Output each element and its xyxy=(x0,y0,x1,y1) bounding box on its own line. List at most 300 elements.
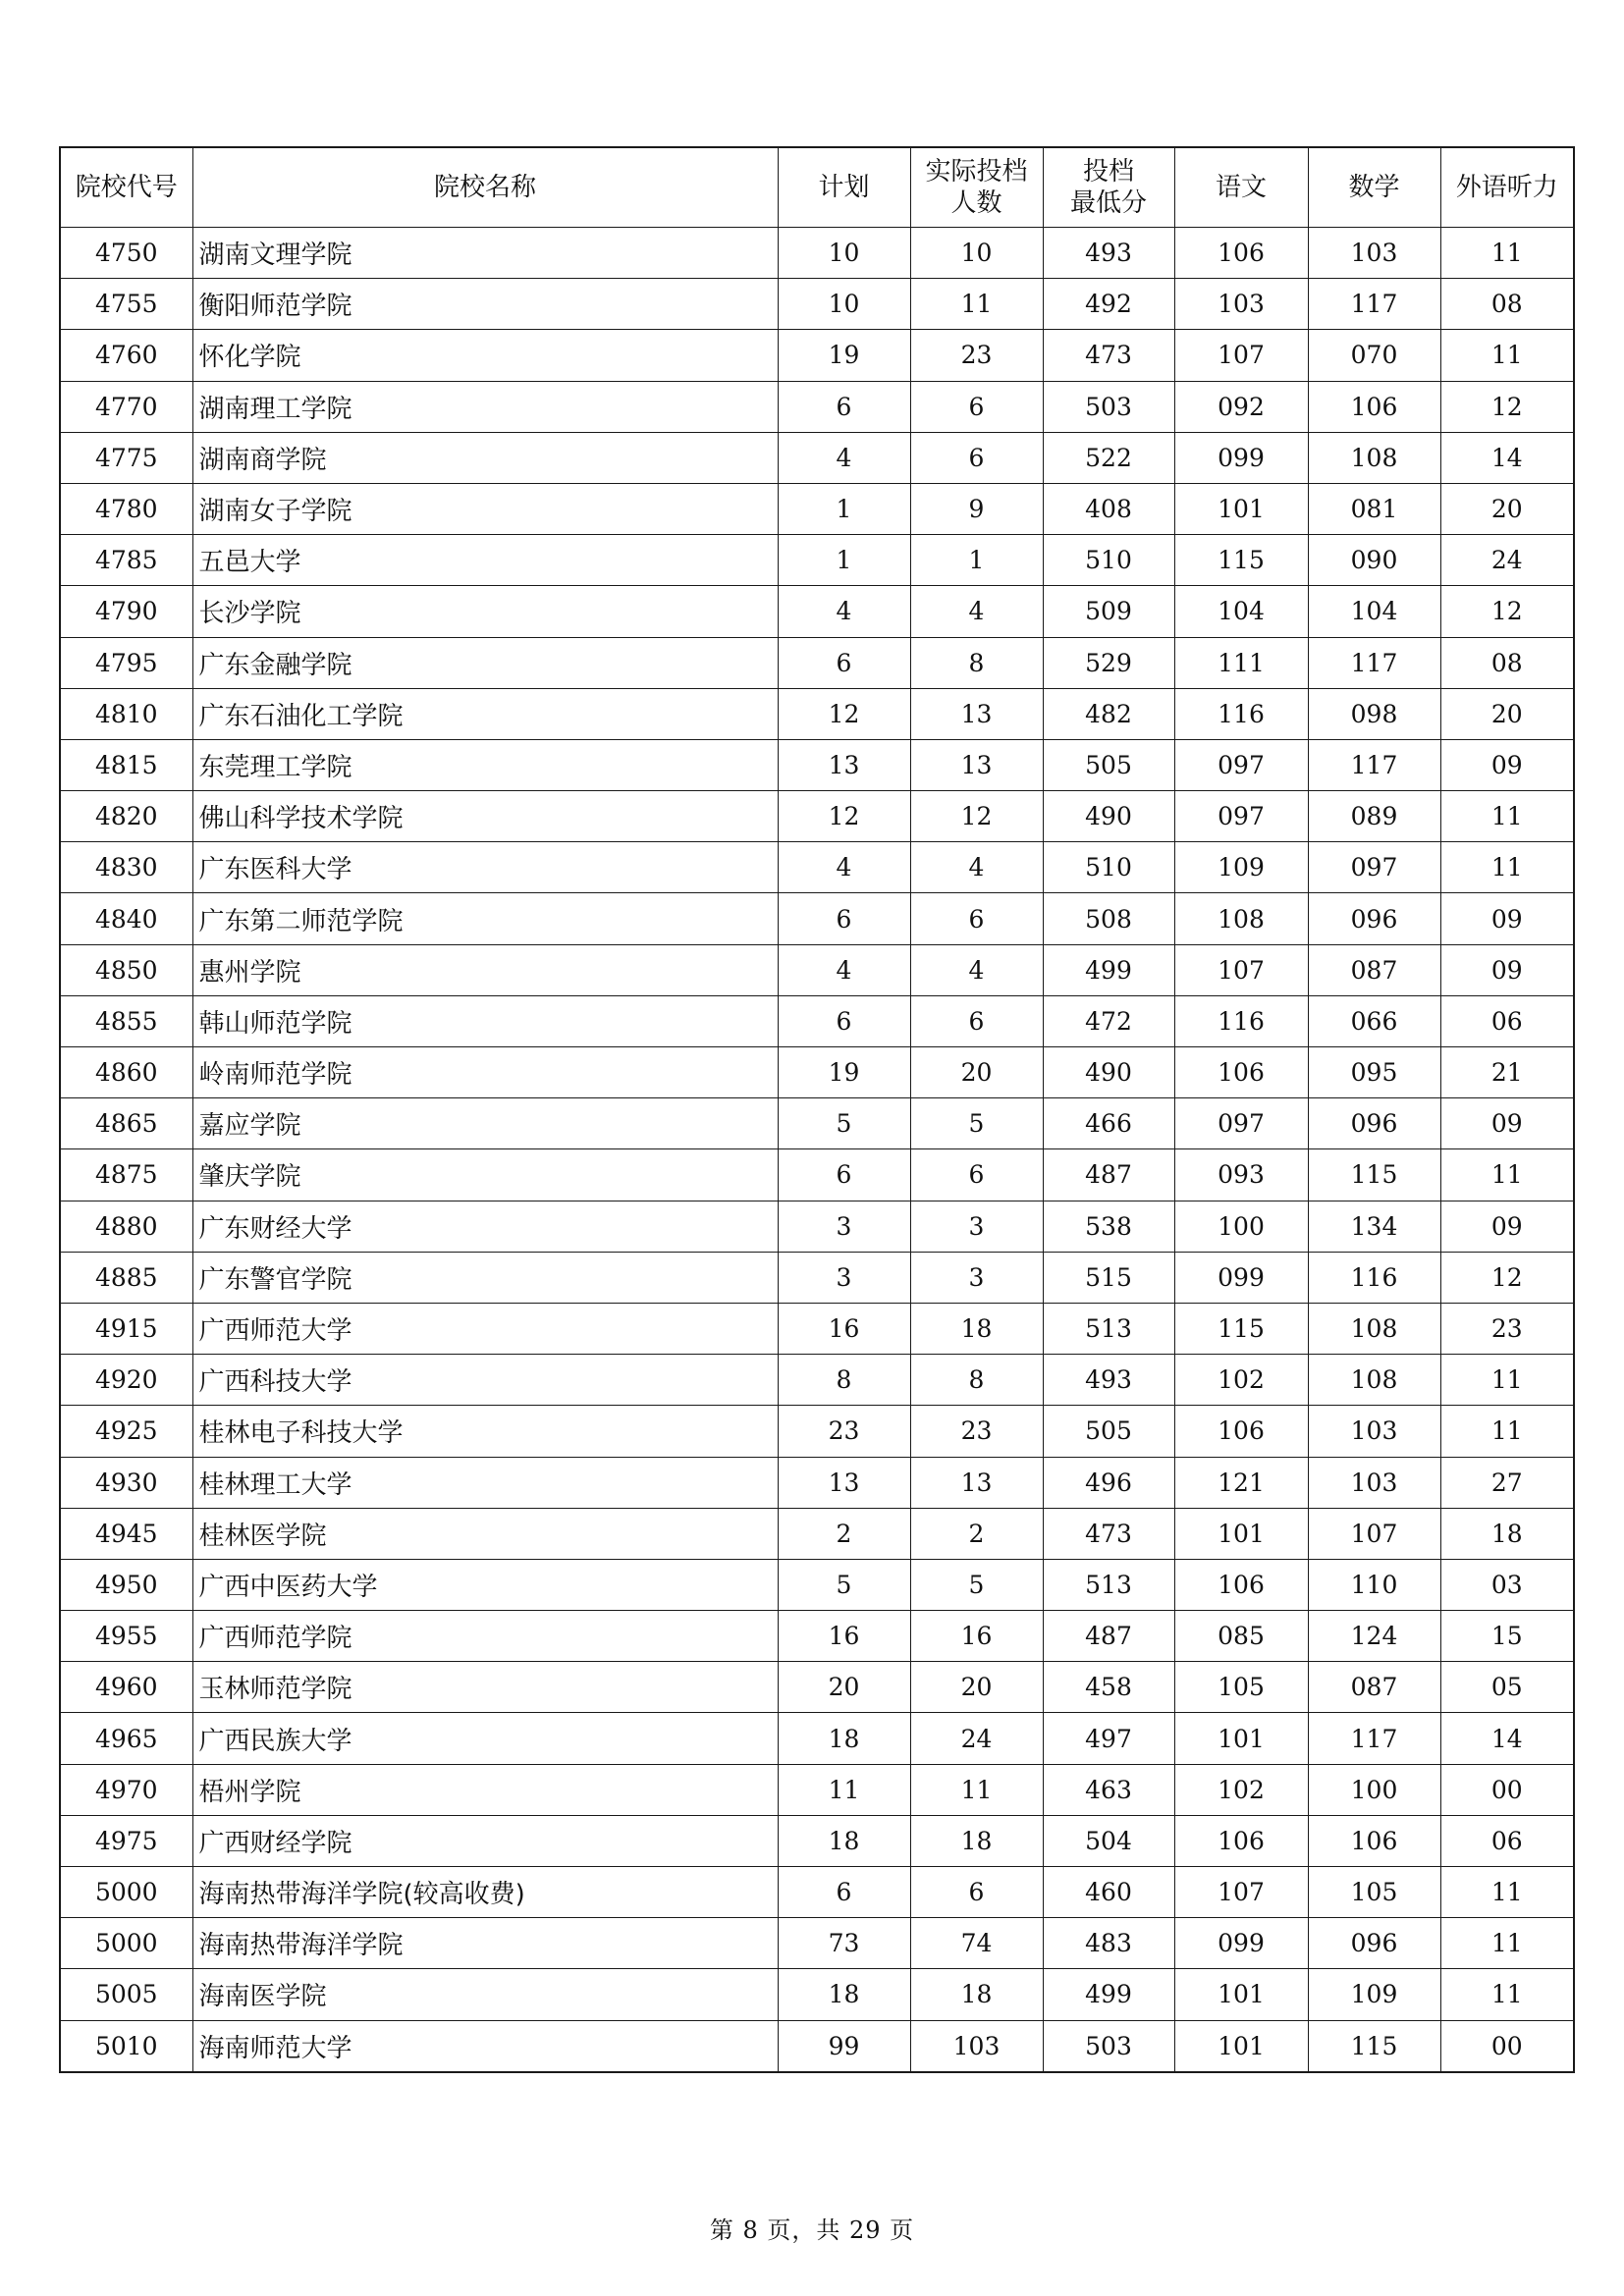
cell-chinese: 101 xyxy=(1174,1713,1308,1764)
cell-actual: 10 xyxy=(910,228,1043,279)
cell-math: 115 xyxy=(1308,2020,1440,2072)
cell-name: 广西师范大学 xyxy=(192,1303,778,1354)
header-name: 院校名称 xyxy=(192,147,778,228)
cell-min-score: 490 xyxy=(1043,791,1174,842)
cell-min-score: 458 xyxy=(1043,1662,1174,1713)
cell-plan: 73 xyxy=(778,1918,910,1969)
cell-actual: 9 xyxy=(910,483,1043,534)
cell-math: 105 xyxy=(1308,1867,1440,1918)
cell-min-score: 460 xyxy=(1043,1867,1174,1918)
cell-listening: 06 xyxy=(1440,1815,1574,1866)
table-row xyxy=(60,381,1574,432)
cell-actual: 13 xyxy=(910,688,1043,739)
cell-code: 4970 xyxy=(60,1764,192,1815)
cell-actual: 4 xyxy=(910,842,1043,893)
cell-name: 东莞理工学院 xyxy=(192,739,778,790)
cell-actual: 74 xyxy=(910,1918,1043,1969)
cell-name: 怀化学院 xyxy=(192,330,778,381)
cell-plan: 1 xyxy=(778,483,910,534)
cell-code: 4960 xyxy=(60,1662,192,1713)
table-row xyxy=(60,1611,1574,1662)
cell-plan: 5 xyxy=(778,1559,910,1610)
cell-actual: 23 xyxy=(910,1406,1043,1457)
table-row xyxy=(60,1303,1574,1354)
cell-min-score: 493 xyxy=(1043,1355,1174,1406)
cell-min-score: 538 xyxy=(1043,1201,1174,1252)
cell-plan: 6 xyxy=(778,995,910,1046)
cell-math: 117 xyxy=(1308,279,1440,330)
cell-chinese: 103 xyxy=(1174,279,1308,330)
cell-chinese: 092 xyxy=(1174,381,1308,432)
cell-name: 岭南师范学院 xyxy=(192,1047,778,1098)
table-row xyxy=(60,432,1574,483)
table-row xyxy=(60,739,1574,790)
cell-actual: 3 xyxy=(910,1201,1043,1252)
cell-name: 梧州学院 xyxy=(192,1764,778,1815)
cell-name: 桂林电子科技大学 xyxy=(192,1406,778,1457)
cell-listening: 09 xyxy=(1440,1098,1574,1149)
cell-actual: 18 xyxy=(910,1969,1043,2020)
cell-chinese: 106 xyxy=(1174,1406,1308,1457)
cell-name: 佛山科学技术学院 xyxy=(192,791,778,842)
cell-min-score: 504 xyxy=(1043,1815,1174,1866)
table-row xyxy=(60,637,1574,688)
cell-chinese: 115 xyxy=(1174,535,1308,586)
table-row xyxy=(60,1764,1574,1815)
cell-plan: 13 xyxy=(778,1457,910,1508)
cell-actual: 13 xyxy=(910,739,1043,790)
table-header xyxy=(60,147,1574,228)
cell-plan: 11 xyxy=(778,1764,910,1815)
cell-listening: 08 xyxy=(1440,279,1574,330)
cell-math: 095 xyxy=(1308,1047,1440,1098)
cell-code: 4920 xyxy=(60,1355,192,1406)
cell-plan: 5 xyxy=(778,1098,910,1149)
cell-name: 广西民族大学 xyxy=(192,1713,778,1764)
cell-chinese: 102 xyxy=(1174,1355,1308,1406)
table-row xyxy=(60,1969,1574,2020)
cell-min-score: 499 xyxy=(1043,944,1174,995)
table-row xyxy=(60,1098,1574,1149)
cell-listening: 00 xyxy=(1440,1764,1574,1815)
cell-name: 桂林医学院 xyxy=(192,1508,778,1559)
cell-code: 4965 xyxy=(60,1713,192,1764)
cell-min-score: 482 xyxy=(1043,688,1174,739)
cell-math: 096 xyxy=(1308,1098,1440,1149)
cell-listening: 11 xyxy=(1440,1406,1574,1457)
cell-plan: 4 xyxy=(778,842,910,893)
cell-actual: 6 xyxy=(910,995,1043,1046)
cell-actual: 103 xyxy=(910,2020,1043,2072)
table-row xyxy=(60,1815,1574,1866)
cell-math: 107 xyxy=(1308,1508,1440,1559)
cell-listening: 11 xyxy=(1440,842,1574,893)
cell-plan: 6 xyxy=(778,1867,910,1918)
cell-listening: 09 xyxy=(1440,1201,1574,1252)
cell-min-score: 503 xyxy=(1043,2020,1174,2072)
cell-chinese: 101 xyxy=(1174,483,1308,534)
table-row xyxy=(60,1406,1574,1457)
cell-listening: 00 xyxy=(1440,2020,1574,2072)
cell-name: 湖南理工学院 xyxy=(192,381,778,432)
cell-plan: 6 xyxy=(778,637,910,688)
cell-actual: 16 xyxy=(910,1611,1043,1662)
cell-name: 湖南文理学院 xyxy=(192,228,778,279)
cell-plan: 6 xyxy=(778,381,910,432)
cell-min-score: 496 xyxy=(1043,1457,1174,1508)
cell-name: 嘉应学院 xyxy=(192,1098,778,1149)
cell-math: 098 xyxy=(1308,688,1440,739)
cell-chinese: 121 xyxy=(1174,1457,1308,1508)
cell-name: 广西财经学院 xyxy=(192,1815,778,1866)
header-min-score xyxy=(1043,147,1174,228)
cell-code: 4880 xyxy=(60,1201,192,1252)
cell-chinese: 111 xyxy=(1174,637,1308,688)
cell-chinese: 106 xyxy=(1174,1559,1308,1610)
cell-min-score: 503 xyxy=(1043,381,1174,432)
cell-chinese: 097 xyxy=(1174,1098,1308,1149)
cell-chinese: 116 xyxy=(1174,995,1308,1046)
cell-actual: 11 xyxy=(910,1764,1043,1815)
cell-min-score: 492 xyxy=(1043,279,1174,330)
cell-code: 4850 xyxy=(60,944,192,995)
cell-min-score: 408 xyxy=(1043,483,1174,534)
cell-name: 广东财经大学 xyxy=(192,1201,778,1252)
cell-min-score: 522 xyxy=(1043,432,1174,483)
cell-min-score: 473 xyxy=(1043,330,1174,381)
cell-math: 070 xyxy=(1308,330,1440,381)
cell-listening: 03 xyxy=(1440,1559,1574,1610)
cell-plan: 6 xyxy=(778,1149,910,1201)
header-chinese: 语文 xyxy=(1174,147,1308,228)
cell-code: 4750 xyxy=(60,228,192,279)
cell-min-score: 490 xyxy=(1043,1047,1174,1098)
cell-actual: 5 xyxy=(910,1559,1043,1610)
cell-min-score: 510 xyxy=(1043,842,1174,893)
cell-listening: 05 xyxy=(1440,1662,1574,1713)
cell-actual: 2 xyxy=(910,1508,1043,1559)
cell-name: 海南热带海洋学院(较高收费) xyxy=(192,1867,778,1918)
cell-name: 海南医学院 xyxy=(192,1969,778,2020)
cell-actual: 20 xyxy=(910,1047,1043,1098)
cell-math: 117 xyxy=(1308,1713,1440,1764)
cell-code: 4955 xyxy=(60,1611,192,1662)
cell-listening: 09 xyxy=(1440,893,1574,944)
header-min-line1: 投档 xyxy=(1082,157,1134,187)
cell-name: 玉林师范学院 xyxy=(192,1662,778,1713)
cell-name: 广东警官学院 xyxy=(192,1252,778,1303)
cell-plan: 19 xyxy=(778,330,910,381)
table-body xyxy=(60,228,1574,2072)
table-row xyxy=(60,688,1574,739)
header-row xyxy=(60,147,1574,228)
table-row xyxy=(60,1508,1574,1559)
cell-plan: 4 xyxy=(778,432,910,483)
table-row xyxy=(60,1149,1574,1201)
header-listening: 外语听力 xyxy=(1440,147,1574,228)
cell-code: 4810 xyxy=(60,688,192,739)
cell-min-score: 497 xyxy=(1043,1713,1174,1764)
cell-min-score: 529 xyxy=(1043,637,1174,688)
table-row xyxy=(60,535,1574,586)
cell-math: 087 xyxy=(1308,1662,1440,1713)
cell-name: 海南热带海洋学院 xyxy=(192,1918,778,1969)
cell-math: 124 xyxy=(1308,1611,1440,1662)
header-min-line2: 最低分 xyxy=(1069,188,1147,218)
cell-plan: 13 xyxy=(778,739,910,790)
cell-listening: 14 xyxy=(1440,1713,1574,1764)
cell-plan: 3 xyxy=(778,1252,910,1303)
cell-listening: 11 xyxy=(1440,1867,1574,1918)
cell-code: 4885 xyxy=(60,1252,192,1303)
table-row xyxy=(60,1047,1574,1098)
table-row xyxy=(60,1918,1574,1969)
cell-name: 广东金融学院 xyxy=(192,637,778,688)
cell-actual: 5 xyxy=(910,1098,1043,1149)
cell-actual: 20 xyxy=(910,1662,1043,1713)
table-row xyxy=(60,791,1574,842)
cell-min-score: 466 xyxy=(1043,1098,1174,1149)
cell-math: 096 xyxy=(1308,893,1440,944)
table-row xyxy=(60,483,1574,534)
cell-listening: 06 xyxy=(1440,995,1574,1046)
cell-chinese: 101 xyxy=(1174,2020,1308,2072)
table-row xyxy=(60,1252,1574,1303)
table-row xyxy=(60,1559,1574,1610)
cell-min-score: 505 xyxy=(1043,739,1174,790)
cell-code: 4950 xyxy=(60,1559,192,1610)
cell-listening: 24 xyxy=(1440,535,1574,586)
cell-name: 广西中医药大学 xyxy=(192,1559,778,1610)
cell-name: 韩山师范学院 xyxy=(192,995,778,1046)
cell-actual: 6 xyxy=(910,1867,1043,1918)
table-row xyxy=(60,228,1574,279)
cell-chinese: 107 xyxy=(1174,1867,1308,1918)
cell-name: 衡阳师范学院 xyxy=(192,279,778,330)
table-row xyxy=(60,995,1574,1046)
cell-name: 五邑大学 xyxy=(192,535,778,586)
cell-code: 4790 xyxy=(60,586,192,637)
cell-math: 106 xyxy=(1308,381,1440,432)
table-row xyxy=(60,1457,1574,1508)
cell-plan: 2 xyxy=(778,1508,910,1559)
cell-chinese: 101 xyxy=(1174,1508,1308,1559)
cell-plan: 99 xyxy=(778,2020,910,2072)
cell-plan: 18 xyxy=(778,1713,910,1764)
cell-listening: 09 xyxy=(1440,739,1574,790)
table-row xyxy=(60,893,1574,944)
cell-plan: 16 xyxy=(778,1303,910,1354)
cell-code: 4780 xyxy=(60,483,192,534)
cell-actual: 13 xyxy=(910,1457,1043,1508)
cell-math: 134 xyxy=(1308,1201,1440,1252)
cell-min-score: 510 xyxy=(1043,535,1174,586)
cell-actual: 4 xyxy=(910,944,1043,995)
cell-listening: 11 xyxy=(1440,1355,1574,1406)
table-row xyxy=(60,2020,1574,2072)
cell-chinese: 101 xyxy=(1174,1969,1308,2020)
cell-listening: 18 xyxy=(1440,1508,1574,1559)
cell-listening: 20 xyxy=(1440,688,1574,739)
cell-name: 广西师范学院 xyxy=(192,1611,778,1662)
cell-plan: 12 xyxy=(778,688,910,739)
cell-plan: 18 xyxy=(778,1969,910,2020)
cell-listening: 11 xyxy=(1440,330,1574,381)
cell-listening: 11 xyxy=(1440,1149,1574,1201)
cell-actual: 18 xyxy=(910,1303,1043,1354)
cell-actual: 6 xyxy=(910,893,1043,944)
cell-math: 090 xyxy=(1308,535,1440,586)
cell-name: 湖南商学院 xyxy=(192,432,778,483)
cell-math: 097 xyxy=(1308,842,1440,893)
cell-code: 4975 xyxy=(60,1815,192,1866)
cell-name: 海南师范大学 xyxy=(192,2020,778,2072)
table-row xyxy=(60,279,1574,330)
cell-min-score: 513 xyxy=(1043,1559,1174,1610)
cell-actual: 8 xyxy=(910,637,1043,688)
cell-actual: 6 xyxy=(910,381,1043,432)
cell-math: 103 xyxy=(1308,228,1440,279)
cell-code: 5000 xyxy=(60,1918,192,1969)
cell-chinese: 100 xyxy=(1174,1201,1308,1252)
cell-actual: 24 xyxy=(910,1713,1043,1764)
cell-listening: 11 xyxy=(1440,1969,1574,2020)
cell-chinese: 097 xyxy=(1174,739,1308,790)
cell-math: 103 xyxy=(1308,1406,1440,1457)
cell-chinese: 085 xyxy=(1174,1611,1308,1662)
cell-plan: 4 xyxy=(778,586,910,637)
cell-math: 108 xyxy=(1308,1355,1440,1406)
cell-actual: 6 xyxy=(910,432,1043,483)
table-row xyxy=(60,1713,1574,1764)
cell-actual: 3 xyxy=(910,1252,1043,1303)
header-actual-line1: 实际投档 xyxy=(925,157,1028,187)
cell-name: 肇庆学院 xyxy=(192,1149,778,1201)
header-plan: 计划 xyxy=(778,147,910,228)
cell-code: 4785 xyxy=(60,535,192,586)
cell-min-score: 483 xyxy=(1043,1918,1174,1969)
cell-math: 089 xyxy=(1308,791,1440,842)
cell-math: 109 xyxy=(1308,1969,1440,2020)
cell-chinese: 099 xyxy=(1174,432,1308,483)
table-row xyxy=(60,330,1574,381)
cell-plan: 6 xyxy=(778,893,910,944)
cell-min-score: 505 xyxy=(1043,1406,1174,1457)
header-actual xyxy=(910,147,1043,228)
cell-listening: 14 xyxy=(1440,432,1574,483)
table-row xyxy=(60,842,1574,893)
cell-math: 066 xyxy=(1308,995,1440,1046)
cell-min-score: 515 xyxy=(1043,1252,1174,1303)
cell-code: 4770 xyxy=(60,381,192,432)
cell-plan: 18 xyxy=(778,1815,910,1866)
table-row xyxy=(60,1662,1574,1713)
cell-chinese: 115 xyxy=(1174,1303,1308,1354)
cell-chinese: 107 xyxy=(1174,330,1308,381)
cell-name: 广西科技大学 xyxy=(192,1355,778,1406)
cell-actual: 1 xyxy=(910,535,1043,586)
cell-code: 4855 xyxy=(60,995,192,1046)
page-footer: 第 8 页，共 29 页 xyxy=(709,2216,915,2244)
cell-chinese: 109 xyxy=(1174,842,1308,893)
cell-actual: 18 xyxy=(910,1815,1043,1866)
cell-name: 长沙学院 xyxy=(192,586,778,637)
cell-plan: 1 xyxy=(778,535,910,586)
cell-plan: 23 xyxy=(778,1406,910,1457)
cell-code: 4840 xyxy=(60,893,192,944)
cell-code: 4795 xyxy=(60,637,192,688)
cell-math: 081 xyxy=(1308,483,1440,534)
table-row xyxy=(60,586,1574,637)
cell-name: 桂林理工大学 xyxy=(192,1457,778,1508)
cell-chinese: 099 xyxy=(1174,1918,1308,1969)
cell-math: 096 xyxy=(1308,1918,1440,1969)
cell-chinese: 108 xyxy=(1174,893,1308,944)
cell-chinese: 093 xyxy=(1174,1149,1308,1201)
cell-min-score: 487 xyxy=(1043,1149,1174,1201)
header-code: 院校代号 xyxy=(60,147,192,228)
cell-chinese: 102 xyxy=(1174,1764,1308,1815)
cell-chinese: 097 xyxy=(1174,791,1308,842)
cell-plan: 19 xyxy=(778,1047,910,1098)
admission-score-table xyxy=(59,146,1575,2073)
cell-code: 4830 xyxy=(60,842,192,893)
cell-listening: 08 xyxy=(1440,637,1574,688)
cell-listening: 15 xyxy=(1440,1611,1574,1662)
cell-actual: 4 xyxy=(910,586,1043,637)
cell-math: 110 xyxy=(1308,1559,1440,1610)
cell-math: 115 xyxy=(1308,1149,1440,1201)
cell-min-score: 493 xyxy=(1043,228,1174,279)
cell-listening: 27 xyxy=(1440,1457,1574,1508)
table-row xyxy=(60,1867,1574,1918)
cell-code: 4875 xyxy=(60,1149,192,1201)
cell-actual: 8 xyxy=(910,1355,1043,1406)
table-row xyxy=(60,1355,1574,1406)
cell-min-score: 509 xyxy=(1043,586,1174,637)
cell-code: 5000 xyxy=(60,1867,192,1918)
cell-actual: 23 xyxy=(910,330,1043,381)
cell-code: 4860 xyxy=(60,1047,192,1098)
cell-plan: 12 xyxy=(778,791,910,842)
cell-min-score: 472 xyxy=(1043,995,1174,1046)
cell-code: 4925 xyxy=(60,1406,192,1457)
cell-name: 湖南女子学院 xyxy=(192,483,778,534)
cell-math: 108 xyxy=(1308,1303,1440,1354)
cell-plan: 16 xyxy=(778,1611,910,1662)
cell-chinese: 106 xyxy=(1174,1047,1308,1098)
cell-code: 4760 xyxy=(60,330,192,381)
cell-plan: 3 xyxy=(778,1201,910,1252)
cell-plan: 10 xyxy=(778,279,910,330)
cell-plan: 20 xyxy=(778,1662,910,1713)
cell-math: 116 xyxy=(1308,1252,1440,1303)
cell-math: 100 xyxy=(1308,1764,1440,1815)
table-row xyxy=(60,944,1574,995)
cell-plan: 8 xyxy=(778,1355,910,1406)
cell-listening: 12 xyxy=(1440,381,1574,432)
cell-code: 4815 xyxy=(60,739,192,790)
cell-min-score: 513 xyxy=(1043,1303,1174,1354)
cell-code: 4945 xyxy=(60,1508,192,1559)
cell-listening: 12 xyxy=(1440,586,1574,637)
cell-math: 104 xyxy=(1308,586,1440,637)
cell-code: 5005 xyxy=(60,1969,192,2020)
cell-listening: 09 xyxy=(1440,944,1574,995)
cell-actual: 6 xyxy=(910,1149,1043,1201)
cell-code: 4930 xyxy=(60,1457,192,1508)
cell-chinese: 105 xyxy=(1174,1662,1308,1713)
